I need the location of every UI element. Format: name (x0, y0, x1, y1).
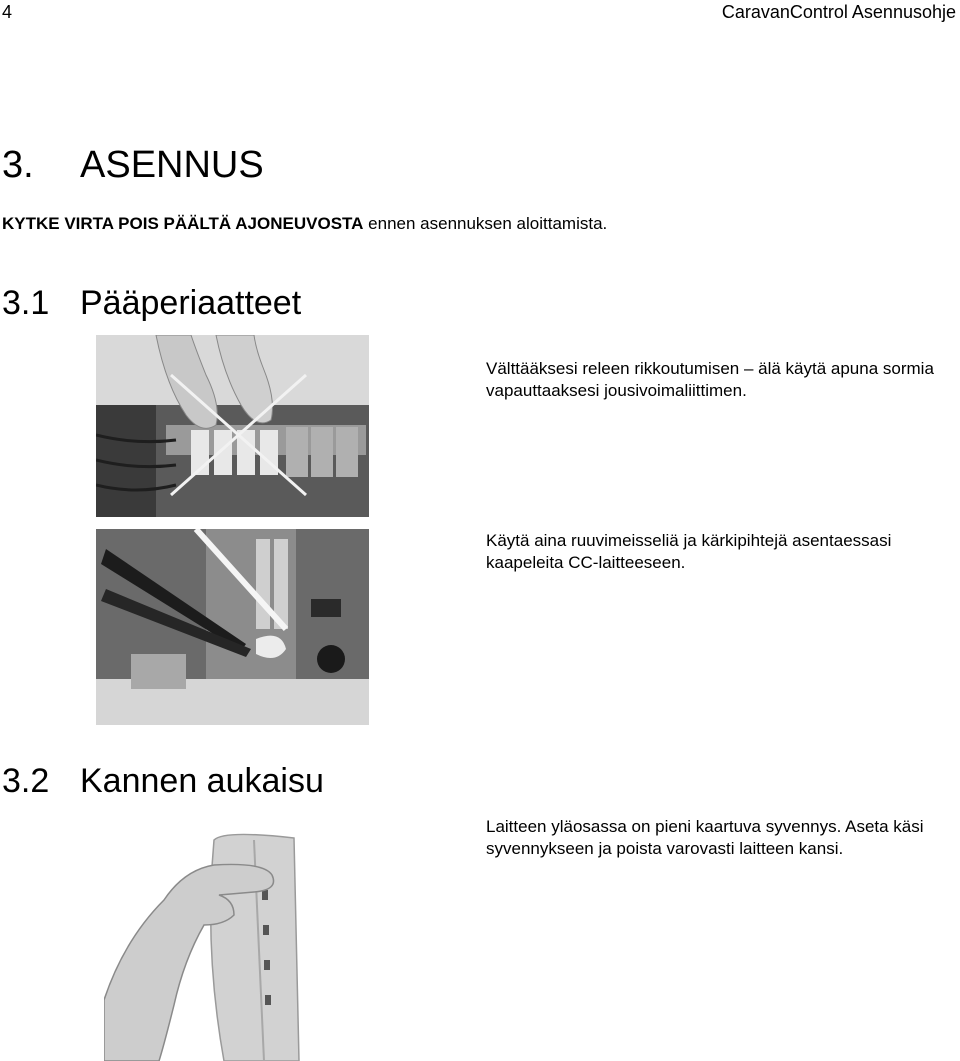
subsection-heading-2 (2, 762, 324, 801)
warning-rest: ennen asennuksen aloittamista. (363, 214, 608, 233)
section-number: 3. (2, 144, 34, 186)
photo-fingers-on-terminal (96, 335, 369, 517)
page-number: 4 (2, 2, 13, 22)
paragraph-cover-removal: Laitteen yläosassa on pieni kaartuva syvennys. Aseta käsi syvennykseen ja poista varovasti laitteen kansi. (486, 817, 924, 858)
paragraph-fingers-warning: Välttääksesi releen rikkoutumisen – älä käytä apuna sormia vapauttaaksesi jousivoimaliittimen. (486, 359, 934, 400)
photo-screwdriver-pliers (96, 529, 369, 725)
subsection-title-2: Kannen aukaisu (80, 762, 324, 800)
photo-hand-lifting-cover (104, 830, 309, 1061)
section-title: ASENNUS (80, 144, 264, 186)
subsection-title-1: Pääperiaatteet (80, 284, 302, 322)
paragraph-use-tools: Käytä aina ruuvimeisseliä ja kärkipihtejä asentaessasi kaapeleita CC-laitteeseen. (486, 531, 892, 572)
section-heading (2, 144, 264, 187)
warning-text (2, 214, 607, 234)
document-title: CaravanControl Asennusohje (721, 2, 956, 22)
warning-bold: KYTKE VIRTA POIS PÄÄLTÄ AJONEUVOSTA (2, 214, 364, 233)
subsection-number-1: 3.1 (2, 284, 50, 322)
subsection-heading-1 (2, 284, 301, 323)
subsection-number-2: 3.2 (2, 762, 50, 800)
